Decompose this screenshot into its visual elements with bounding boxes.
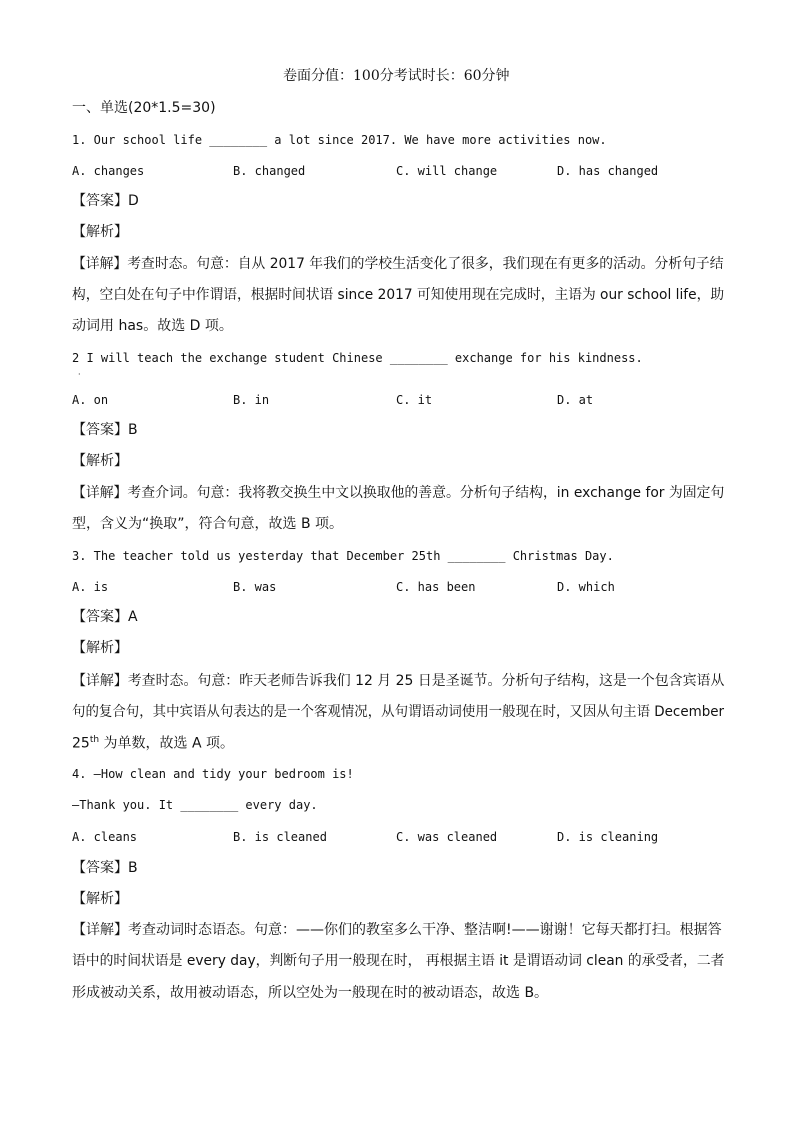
question-3-option-a: A. is — [72, 580, 109, 594]
question-1-option-d: D. has changed — [557, 164, 659, 178]
question-3-option-c: C. has been — [396, 580, 476, 594]
question-1-answer: 【答案】D — [72, 193, 139, 209]
question-1-detail-line-2: 构，空白处在句子中作谓语，根据时间状语 since 2017 可知使用现在完成时，主语为 our school life，助 — [72, 287, 725, 303]
superscript-th: th — [89, 735, 100, 745]
question-1-option-b: B. changed — [233, 164, 306, 178]
question-4-answer: 【答案】B — [72, 860, 138, 876]
question-2-detail-line-2: 型，含义为“换取”，符合句意，故选 B 项。 — [72, 516, 344, 532]
question-3-answer: 【答案】A — [72, 609, 138, 625]
question-3-detail-line-2: 句的复合句，其中宾语从句表达的是一个客观情况，从句谓语动词使用一般现在时，又因从句主语 December — [72, 704, 725, 720]
question-2-detail-line-1: 【详解】考查介词。句意：我将教交换生中文以换取他的善意。分析句子结构，in exchange for 为固定句 — [72, 485, 725, 501]
question-3-detail-line-1: 【详解】考查时态。句意：昨天老师告诉我们 12 月 25 日是圣诞节。分析句子结构，这是一个包含宾语从 — [72, 673, 725, 689]
question-2-option-a: A. on — [72, 393, 109, 407]
question-1-stem: 1. Our school life ________ a lot since 2017. We have more activities now. — [72, 133, 607, 147]
question-4-detail-line-3: 形成被动关系，故用被动语态，所以空处为一般现在时的被动语态，故选 B。 — [72, 985, 549, 1001]
page-title: 卷面分值：100分考试时长：60分钟 — [283, 68, 510, 84]
stray-dot-mark: · — [78, 370, 81, 379]
question-4-option-b: B. is cleaned — [233, 830, 327, 844]
question-1-analysis-label: 【解析】 — [72, 224, 128, 240]
question-3-detail-line-3: 25th 为单数，故选 A 项。 — [72, 735, 234, 752]
question-4-option-d: D. is cleaning — [557, 830, 659, 844]
question-3-stem: 3. The teacher told us yesterday that December 25th ________ Christmas Day. — [72, 549, 614, 563]
question-4-stem-line-1: 4. —How clean and tidy your bedroom is! — [72, 767, 354, 781]
question-1-option-c: C. will change — [396, 164, 498, 178]
question-4-detail-line-2: 语中的时间状语是 every day，判断句子用一般现在时， 再根据主语 it 是谓语动词 clean 的承受者，二者 — [72, 953, 725, 969]
question-2-option-d: D. at — [557, 393, 594, 407]
question-1-option-a: A. changes — [72, 164, 145, 178]
question-4-option-c: C. was cleaned — [396, 830, 498, 844]
section-heading: 一、单选(20*1.5=30) — [72, 100, 216, 116]
question-3-analysis-label: 【解析】 — [72, 640, 128, 656]
question-2-analysis-label: 【解析】 — [72, 453, 128, 469]
question-4-option-a: A. cleans — [72, 830, 138, 844]
question-4-detail-line-1: 【详解】考查动词时态语态。句意：——你们的教室多么干净、整洁啊!——谢谢！它每天都打扫。根据答 — [72, 922, 722, 938]
question-2-stem: 2 I will teach the exchange student Chinese ________ exchange for his kindness. — [72, 351, 643, 365]
question-1-detail-line-3: 动词用 has。故选 D 项。 — [72, 318, 233, 334]
question-2-option-b: B. in — [233, 393, 270, 407]
question-4-analysis-label: 【解析】 — [72, 891, 128, 907]
question-1-detail-line-1: 【详解】考查时态。句意：自从 2017 年我们的学校生活变化了很多，我们现在有更多的活动。分析句子结 — [72, 256, 724, 272]
question-4-stem-line-2: —Thank you. It ________ every day. — [72, 798, 318, 812]
question-3-option-b: B. was — [233, 580, 277, 594]
question-2-option-c: C. it — [396, 393, 433, 407]
question-2-answer: 【答案】B — [72, 422, 138, 438]
question-3-option-d: D. which — [557, 580, 615, 594]
